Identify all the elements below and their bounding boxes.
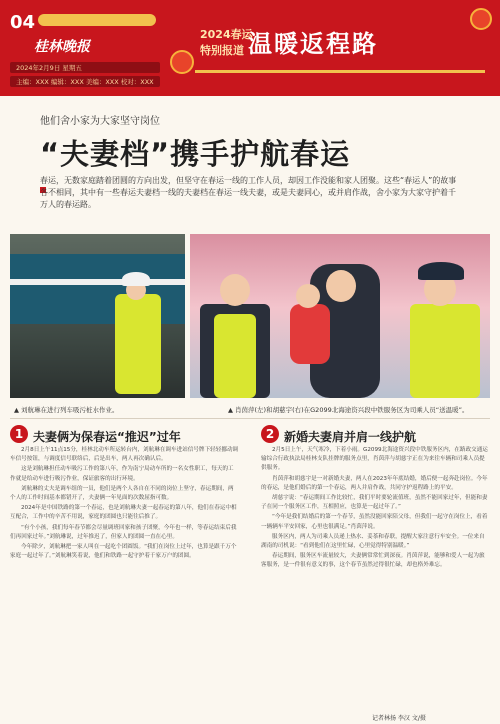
child-figure <box>290 304 330 364</box>
cap-icon <box>418 262 464 280</box>
page-tag-decor <box>38 14 156 26</box>
child-face <box>296 284 320 308</box>
paragraph: 肖茵萍和胡慈宇是一对新婚夫妻，两人在2023年年底结婚，婚后便一起奔赴岗位。今年的春运，是他们婚后的第一个春运，两人并肩作战，共同守护返程路上的平安。 <box>261 475 488 491</box>
photo-service-area <box>190 234 490 398</box>
banner-headline: 温暖返程路 <box>248 30 378 58</box>
photo-right-caption <box>228 405 468 414</box>
paragraph: 2月8日上午11点15分，桂林北动车所运转台内，刘航琳在调车进站信号牌下轻轻挪动调车信号按钮，与调度信号联络后，后是出车，两人再次确认后。 <box>10 447 239 463</box>
issue-editors: 主编：XXX 编辑：XXX 美编：XXX 校对：XXX <box>10 76 160 87</box>
caption-arrow-icon: ▲ <box>14 406 19 414</box>
paragraph: 2024年是中国铁路的第一个春运，也是刘航琳夫妻一起春运的第八年，他们在春运中相互配合，工作中的辛苦不用说，家庭的团圆也只能往后推了。 <box>10 505 237 521</box>
article-kicker: 他们舍小家为大家坚守岗位 <box>40 116 160 127</box>
special-label-report: 特别报道 <box>200 44 244 57</box>
paragraph: 服务区内，两人为司乘人员递上热水、姜茶和春联，提醒大家注意行车安全。一位来自湖南的司机说：“看到他们在这里忙碌，心里觉得特别温暖。” <box>261 533 485 550</box>
man-face <box>220 274 250 306</box>
page-banner <box>0 0 500 96</box>
section-divider <box>10 418 490 419</box>
section-title: 夫妻俩为保春运“推迟”过年 <box>33 430 181 444</box>
lantern-icon <box>470 8 492 30</box>
issue-info <box>10 62 160 90</box>
paragraph: 2月5日上午，天气寒冷，下着小雨。G2099北海途资兴段中铁服务区内，在路政交通运输综合行政执法局桂林支队挂牌的服务点里，肖茵萍与胡慈宇正在为来往车辆和司乘人员提供服务。 <box>261 447 488 472</box>
paragraph: “有个小孩，我们每年春节都会尽量调班回家和孩子团聚，今年也一样，等春运结束后我们再回家过年。”刘航琳说，过年推迟了，但家人的团圆一直在心里。 <box>10 524 237 540</box>
photo-left-caption <box>14 405 119 414</box>
section-number-badge: 2 <box>261 425 279 443</box>
caption-text: 刘航琳在进行列车吸污桩水作业。 <box>21 406 119 414</box>
gold-divider <box>195 70 485 73</box>
issue-date: 2024年2月9日 星期五 <box>10 62 160 73</box>
section-body <box>10 446 239 562</box>
caption-arrow-icon: ▲ <box>228 406 233 414</box>
paragraph: 这是刘航琳担任动车吸污工作的第八年，作为南宁局动车所的一名女性职工，每天的工作就是给动车进行吸污作业，保证旅客的出行环境。 <box>10 466 234 482</box>
vest-figure <box>214 314 256 398</box>
paragraph: 胡慈宇说：“春运期间工作比较忙，我们平时要轮流值班，虽然不能回家过年，但能和妻子在同一个服务区工作，互相照应，也算是一起过年了。” <box>261 495 488 511</box>
masthead-logo: 桂林晚报 <box>34 39 90 55</box>
special-label-year: 2024春运 <box>200 28 253 41</box>
lantern-icon <box>170 50 194 74</box>
section-title: 新婚夫妻肩并肩一线护航 <box>284 430 417 444</box>
worker-figure <box>115 294 161 394</box>
photo-train-worker <box>10 234 185 398</box>
article-lede: 春运，无数家庭踏着团圆的方向出发，但坚守在春运一线的工作人员，却因工作没能和家人团聚。这些“春运人”的故事各不相同，其中有一些春运夫妻档一线的夫妻档在春运一线夫妻，或是夫妻同心，或并肩作战，舍小家为大家守护着千万人的春运路。 <box>40 176 457 209</box>
section-body <box>261 446 490 572</box>
paragraph: “今年是我们结婚后的第一个春节，虽然没能回家陪父母，但我们一起守在岗位上，看着一辆辆车平安回家，心里也很满足。”肖茵萍说。 <box>261 514 488 530</box>
paragraph: 刘航琳的丈夫是调车组的一员，他们是两个人各自在不同的岗位上坚守，春运期间，两个人的工作时间基本都错开了，夫妻俩一年见面的次数屈指可数。 <box>10 485 234 502</box>
article-title: “夫妻档”携手护航春运 <box>40 137 351 171</box>
caption-text: 肖茵萍(左)和胡慈宇(右)在G2099北海途资兴段中铁服务区为司乘人员“送温暖”。 <box>235 406 469 414</box>
paragraph: 今年除夕，刘航琳把一家人叫在一起吃个团圆饭。“我们在岗位上过年，也算是跟千万个家庭一起过年了。”刘航琳笑着说，他们和铁路一起守护着千家万户的团圆。 <box>10 544 237 560</box>
woman-face <box>326 270 356 302</box>
train-stripe <box>10 279 185 285</box>
section-number-badge: 1 <box>10 425 28 443</box>
article-byline: 记者林扬 李汉 文/摄 <box>372 715 426 722</box>
officer-figure <box>410 304 480 398</box>
helmet-icon <box>122 272 150 286</box>
paragraph: 春运期间，服务区车流量较大，夫妻俩常常忙到深夜。肖茵萍说，能够和爱人一起为旅客服务，是一件很有意义的事，这个春节虽然过得很忙碌，却也格外难忘。 <box>261 553 485 569</box>
page-number: 04 <box>10 12 36 33</box>
